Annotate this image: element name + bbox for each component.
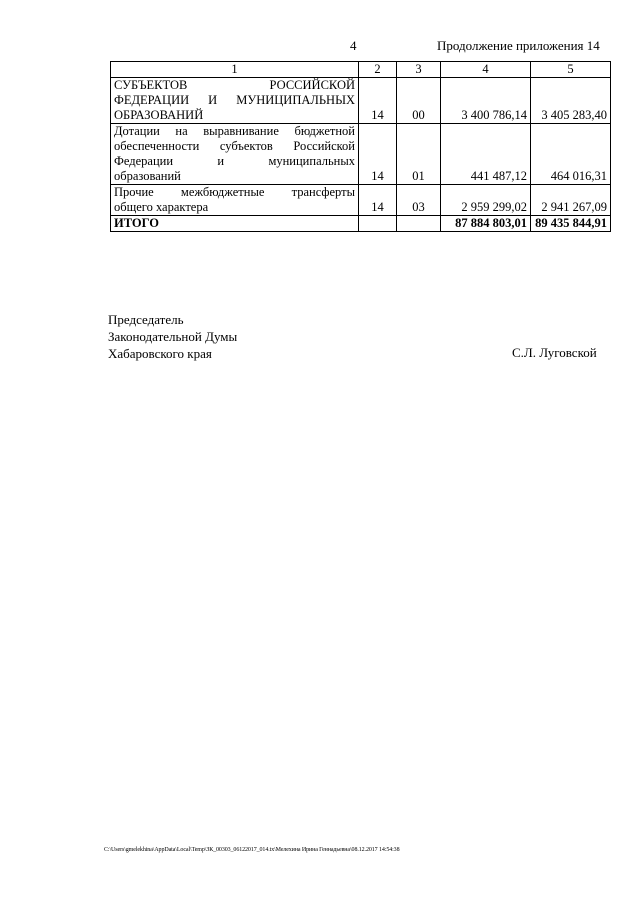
column-number: 1 <box>111 62 359 78</box>
column-number: 5 <box>531 62 611 78</box>
column-number: 4 <box>441 62 531 78</box>
budget-table <box>110 61 611 232</box>
row-name-line: образований <box>114 169 181 183</box>
row-name-line: общего характера <box>114 200 209 214</box>
table-column-numbers-row <box>111 62 611 78</box>
subsection-code: 00 <box>397 78 441 124</box>
table-row <box>111 185 611 216</box>
row-name-line: обеспеченности субъектов Российской <box>114 139 355 153</box>
row-name-line: Дотации на выравнивание бюджетной <box>114 124 355 138</box>
page-number: 4 <box>350 38 357 53</box>
row-name-line: ФЕДЕРАЦИИ И МУНИЦИПАЛЬНЫХ <box>114 93 355 107</box>
subsection-code: 03 <box>397 185 441 216</box>
signer-name: С.Л. Луговской <box>512 345 597 360</box>
empty-cell <box>359 216 397 232</box>
row-name-line: ОБРАЗОВАНИЙ <box>114 108 204 122</box>
table-row <box>111 78 611 124</box>
row-name-cell <box>111 124 359 185</box>
amount-col4: 2 959 299,02 <box>441 185 531 216</box>
signature-block <box>108 311 237 362</box>
footer-file-path: C:\Users\gmelekhina\AppData\Local\Temp\ЗК_00303_06122017_014.tx\Мелехина Ирина Геннадьевна\08.12.2017 14:54:38 <box>104 847 400 853</box>
amount-col5: 3 405 283,40 <box>531 78 611 124</box>
total-label: ИТОГО <box>111 216 359 232</box>
column-number: 2 <box>359 62 397 78</box>
table-total-row <box>111 216 611 232</box>
section-code: 14 <box>359 185 397 216</box>
amount-col5: 2 941 267,09 <box>531 185 611 216</box>
section-code: 14 <box>359 124 397 185</box>
total-amount-col5: 89 435 844,91 <box>531 216 611 232</box>
amount-col4: 441 487,12 <box>441 124 531 185</box>
signature-title-line: Хабаровского края <box>108 346 212 361</box>
row-name-line: СУБЪЕКТОВ РОССИЙСКОЙ <box>114 78 355 92</box>
appendix-continuation-label: Продолжение приложения 14 <box>437 38 600 53</box>
row-name-cell <box>111 185 359 216</box>
section-code: 14 <box>359 78 397 124</box>
row-name-line: Прочие межбюджетные трансферты <box>114 185 355 199</box>
amount-col4: 3 400 786,14 <box>441 78 531 124</box>
signature-title-line: Председатель <box>108 312 184 327</box>
signature-title-line: Законодательной Думы <box>108 329 238 344</box>
row-name-line: Федерации и муниципальных <box>114 154 355 168</box>
table-row <box>111 124 611 185</box>
amount-col5: 464 016,31 <box>531 124 611 185</box>
row-name-cell <box>111 78 359 124</box>
total-amount-col4: 87 884 803,01 <box>441 216 531 232</box>
empty-cell <box>397 216 441 232</box>
subsection-code: 01 <box>397 124 441 185</box>
column-number: 3 <box>397 62 441 78</box>
